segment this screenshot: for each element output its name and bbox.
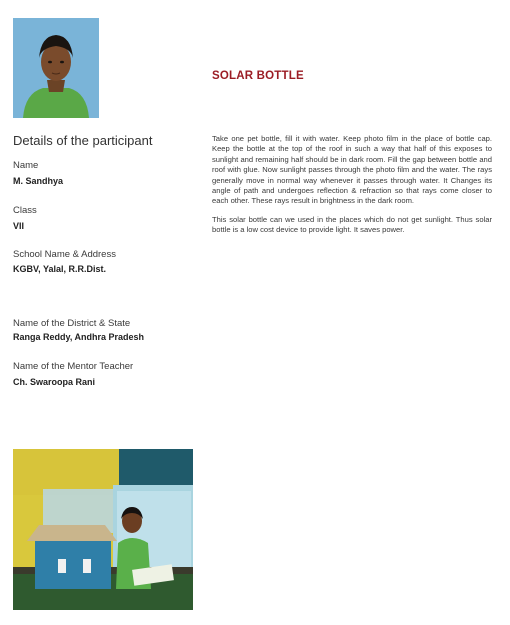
participant-portrait-image [13,18,99,118]
field-value-school: KGBV, Yalal, R.R.Dist. [13,264,107,274]
project-title: SOLAR BOTTLE [212,70,304,82]
field-label-school: School Name & Address [13,249,116,260]
exhibit-photo [13,449,193,610]
field-label-district: Name of the District & State [13,318,131,329]
field-label-class: Class [13,205,37,216]
participant-photo [13,18,99,118]
project-description [212,134,492,244]
details-heading: Details of the participant [13,133,153,148]
field-value-district: Ranga Reddy, Andhra Pradesh [13,332,145,342]
field-value-name: M. Sandhya [13,176,64,186]
field-value-mentor: Ch. Swaroopa Rani [13,377,96,387]
exhibit-photo-image [13,449,193,610]
field-label-mentor: Name of the Mentor Teacher [13,361,134,372]
field-value-class: VII [13,221,25,231]
description-paragraph-1: Take one pet bottle, fill it with water. Keep photo film in the place of bottle cap. Keep the bottle at the top of the roof in such a way that half of this exposes to sunlight and remaining half should be in dark room. Fill the gap between bottle and roof with glue. Now sunlight passes through the photo film and the water. The rays generally move in normal way whenever it passes through water. It Changes its angle of path and undergoes reflection & refraction so that rays come closer to each other. These rays result in brightness in the dark room. [212,134,492,206]
field-label-name: Name [13,160,39,171]
description-paragraph-2: This solar bottle can we used in the places which do not get sunlight. Thus solar bottle is a low cost device to provide light. It saves power. [212,214,492,235]
